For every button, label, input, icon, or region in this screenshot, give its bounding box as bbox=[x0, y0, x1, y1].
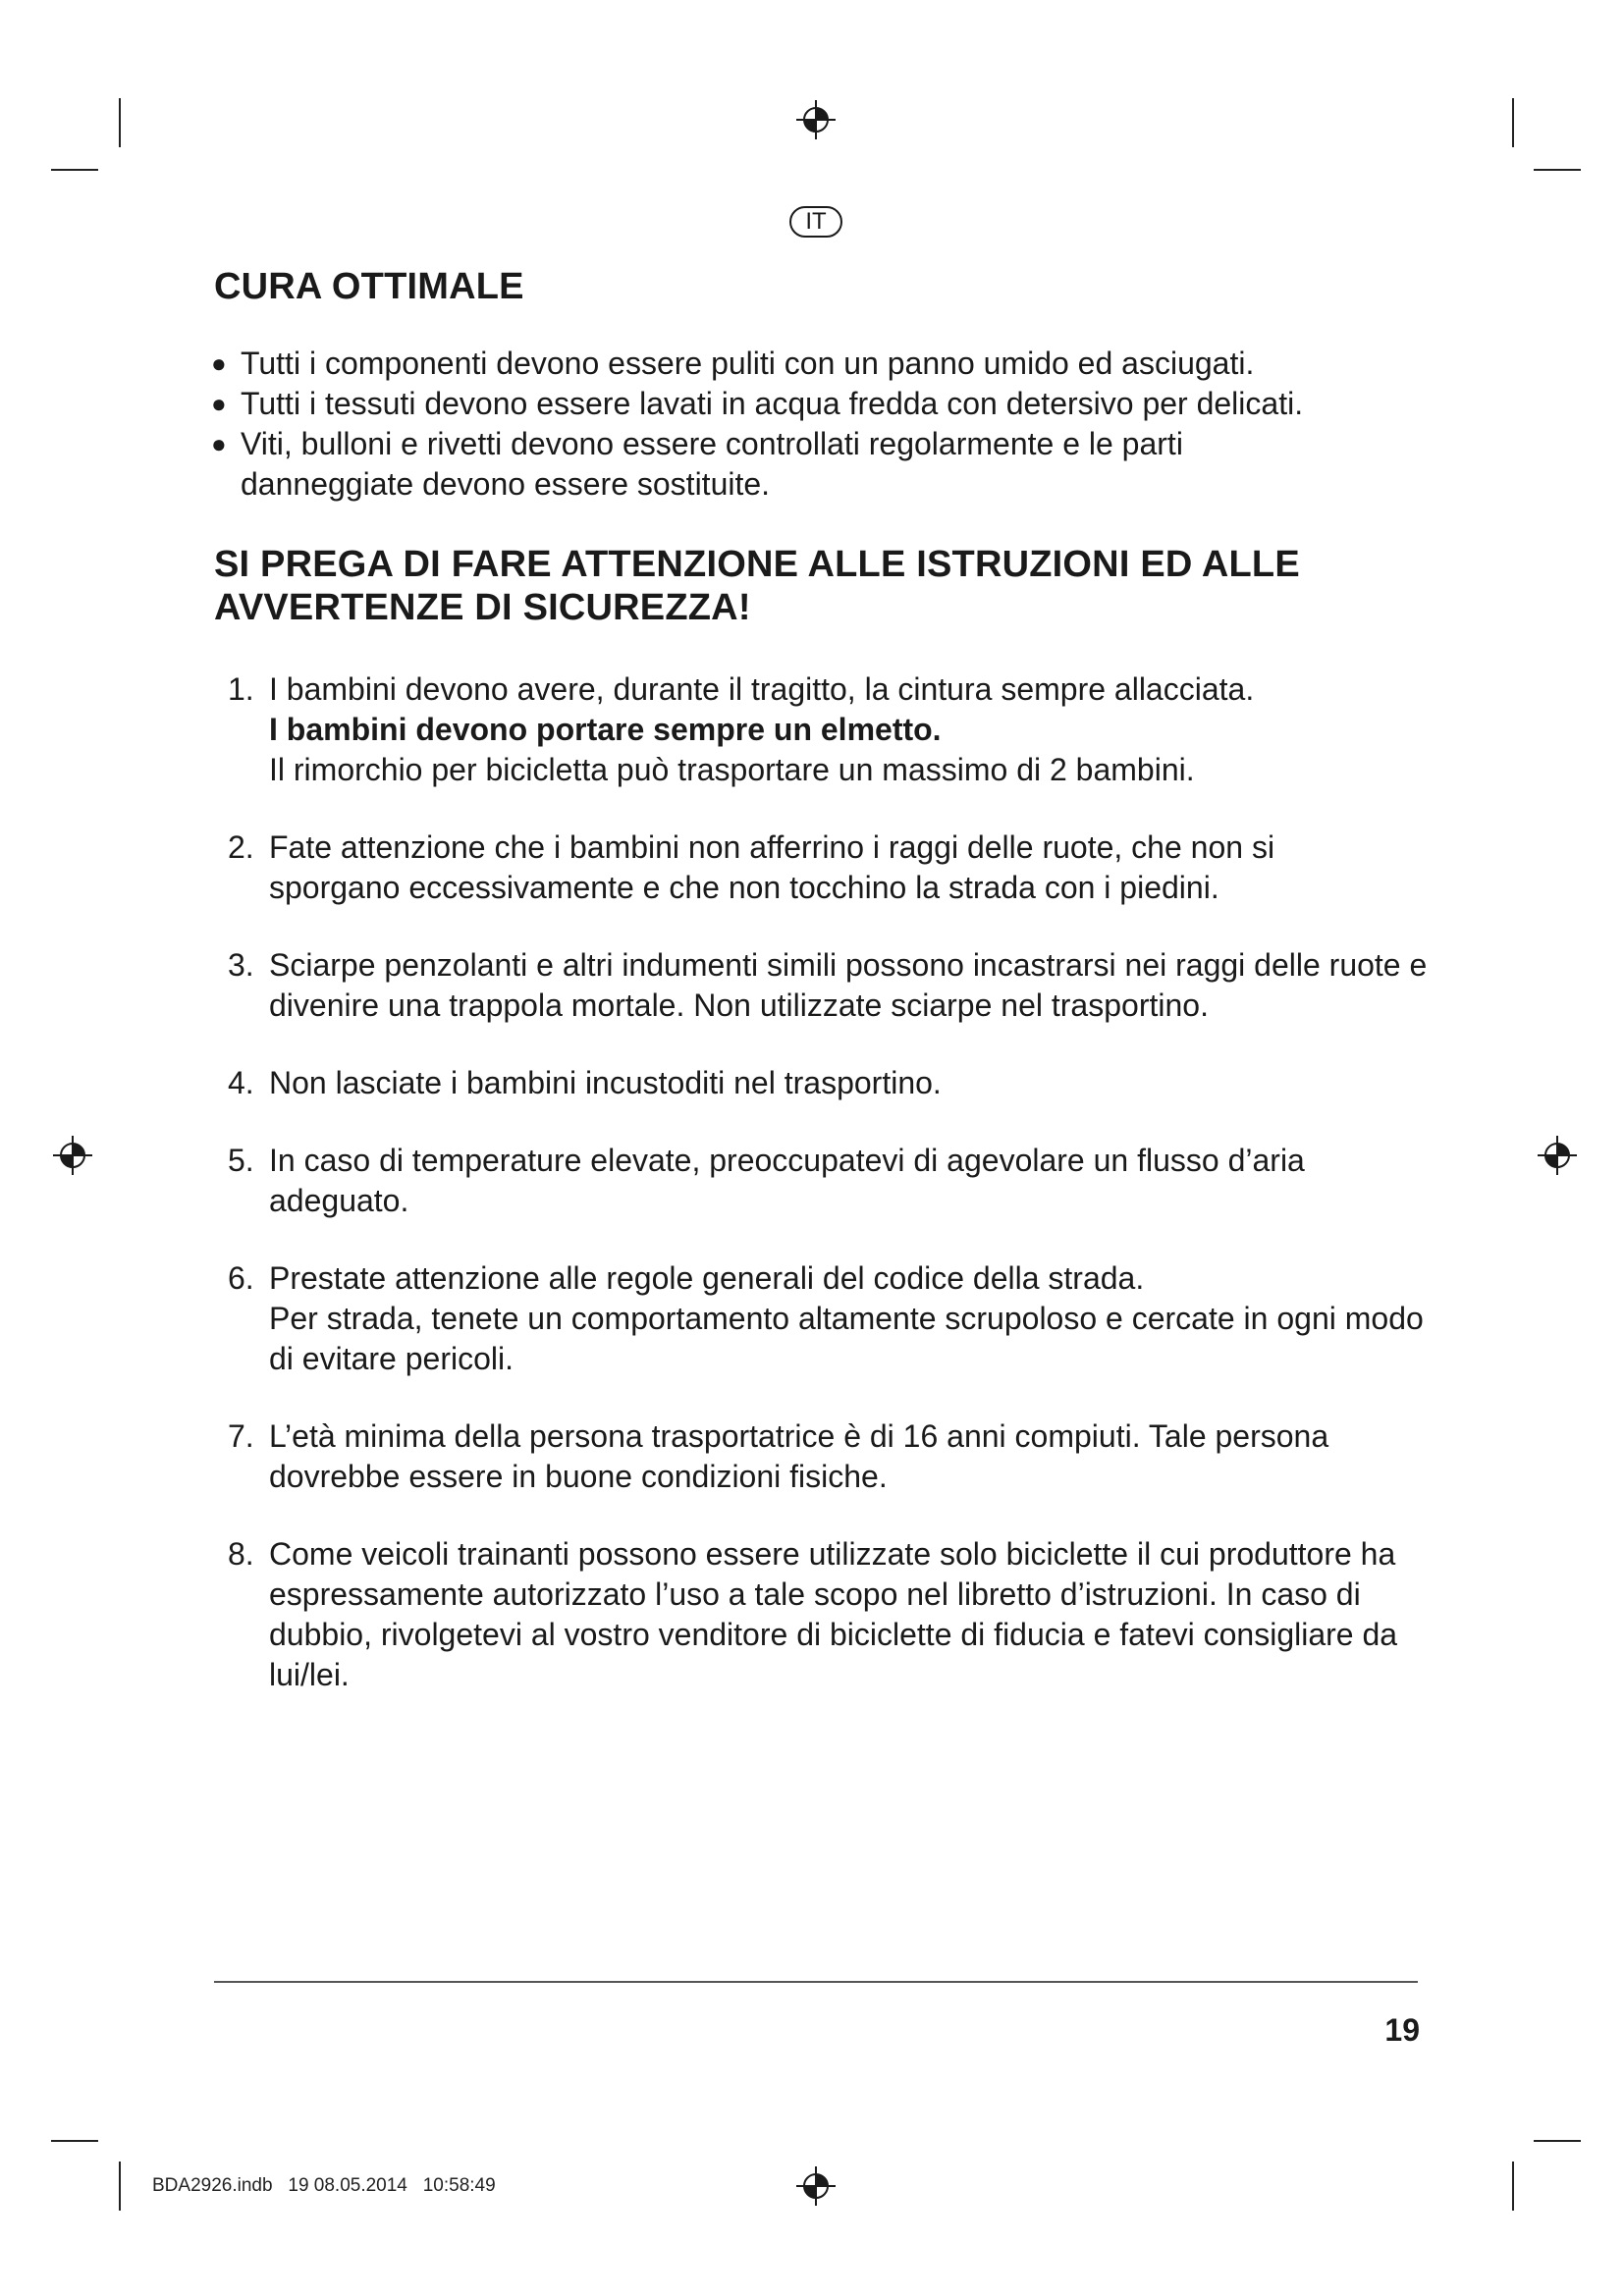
registration-mark-top-icon bbox=[794, 98, 838, 141]
list-item bbox=[228, 1416, 1445, 1497]
safety-title-line1: SI PREGA DI FARE ATTENZIONE ALLE ISTRUZIONI ED ALLE bbox=[214, 544, 1300, 585]
item-number: 4. bbox=[228, 1065, 254, 1100]
list-item bbox=[228, 828, 1445, 908]
item-number: 5. bbox=[228, 1143, 254, 1178]
safety-title-line2: AVVERTENZE DI SICUREZZA! bbox=[214, 587, 751, 628]
item-text: Come veicoli trainanti possono essere utilizzate solo biciclette il cui produttore ha espressamente autorizzato l’uso a tale scopo nel libretto d’istruzioni. In caso di dubbio, rivolgetevi al vostro venditore di biciclette di fiducia e fatevi consigliare da lui/lei. bbox=[269, 1536, 1398, 1692]
item-text: Prestate attenzione alle regole generali del codice della strada. bbox=[269, 1260, 1145, 1296]
item-text: I bambini devono avere, durante il tragitto, la cintura sempre allacciata. bbox=[269, 671, 1255, 707]
item-text: Per strada, tenete un comportamento altamente scrupoloso e cercate in ogni modo di evitare pericoli. bbox=[269, 1301, 1424, 1376]
bullet-icon: ● bbox=[211, 429, 227, 458]
language-badge: IT bbox=[789, 206, 842, 238]
section-title-care: CURA OTTIMALE bbox=[214, 266, 524, 307]
bullet-icon: ● bbox=[211, 348, 227, 378]
bullet-text: Tutti i tessuti devono essere lavati in acqua fredda con detersivo per delicati. bbox=[241, 386, 1304, 421]
crop-mark-bottom-left-h bbox=[51, 2140, 98, 2142]
item-number: 1. bbox=[228, 671, 254, 707]
crop-mark-top-left-v bbox=[119, 98, 121, 147]
crop-mark-bottom-right-h bbox=[1534, 2140, 1581, 2142]
item-text: Il rimorchio per bicicletta può trasportare un massimo di 2 bambini. bbox=[269, 752, 1195, 787]
list-item bbox=[228, 945, 1445, 1026]
bullet-text: Tutti i componenti devono essere puliti con un panno umido ed asciugati. bbox=[241, 346, 1255, 381]
bullet-icon: ● bbox=[211, 389, 227, 418]
item-number: 8. bbox=[228, 1536, 254, 1572]
list-item bbox=[228, 1258, 1445, 1379]
registration-mark-bottom-icon bbox=[794, 2164, 838, 2208]
item-text: L’età minima della persona trasportatrice è di 16 anni compiuti. Tale persona dovrebbe essere in buone condizioni fisiche. bbox=[269, 1418, 1329, 1494]
crop-mark-bottom-left-v bbox=[119, 2162, 121, 2211]
list-item bbox=[228, 669, 1445, 790]
list-item bbox=[211, 384, 1438, 424]
item-text-bold: I bambini devono portare sempre un elmetto. bbox=[269, 712, 942, 747]
registration-mark-left-icon bbox=[51, 1134, 94, 1177]
list-item bbox=[211, 424, 1438, 505]
list-item bbox=[228, 1141, 1445, 1221]
item-number: 7. bbox=[228, 1418, 254, 1454]
care-bullet-list bbox=[211, 344, 1438, 505]
crop-mark-top-left-h bbox=[51, 169, 98, 171]
crop-mark-top-right-h bbox=[1534, 169, 1581, 171]
item-text: In caso di temperature elevate, preoccupatevi di agevolare un flusso d’aria adeguato. bbox=[269, 1143, 1305, 1218]
item-number: 3. bbox=[228, 947, 254, 983]
item-text: Non lasciate i bambini incustoditi nel trasportino. bbox=[269, 1065, 942, 1100]
item-text: Sciarpe penzolanti e altri indumenti simili possono incastrarsi nei raggi delle ruote e divenire una trappola mortale. Non utilizzate sciarpe nel trasportino. bbox=[269, 947, 1428, 1023]
item-text: Fate attenzione che i bambini non afferrino i raggi delle ruote, che non si sporgano eccessivamente e che non tocchino la strada con i piedini. bbox=[269, 829, 1275, 905]
item-number: 2. bbox=[228, 829, 254, 865]
registration-mark-right-icon bbox=[1536, 1134, 1579, 1177]
page-number: 19 bbox=[1384, 2012, 1420, 2048]
bullet-text: Viti, bulloni e rivetti devono essere controllati regolarmente e le parti danneggiate devono essere sostituite. bbox=[241, 426, 1183, 502]
crop-mark-bottom-right-v bbox=[1512, 2162, 1514, 2211]
list-item bbox=[228, 1534, 1445, 1695]
item-number: 6. bbox=[228, 1260, 254, 1296]
footer-rule bbox=[214, 1981, 1418, 1983]
crop-mark-top-right-v bbox=[1512, 98, 1514, 147]
safety-numbered-list bbox=[228, 669, 1445, 1733]
section-title-safety bbox=[214, 543, 1300, 629]
list-item bbox=[228, 1063, 1445, 1103]
print-slug: BDA2926.indb 19 08.05.2014 10:58:49 bbox=[152, 2175, 496, 2196]
list-item bbox=[211, 344, 1438, 384]
